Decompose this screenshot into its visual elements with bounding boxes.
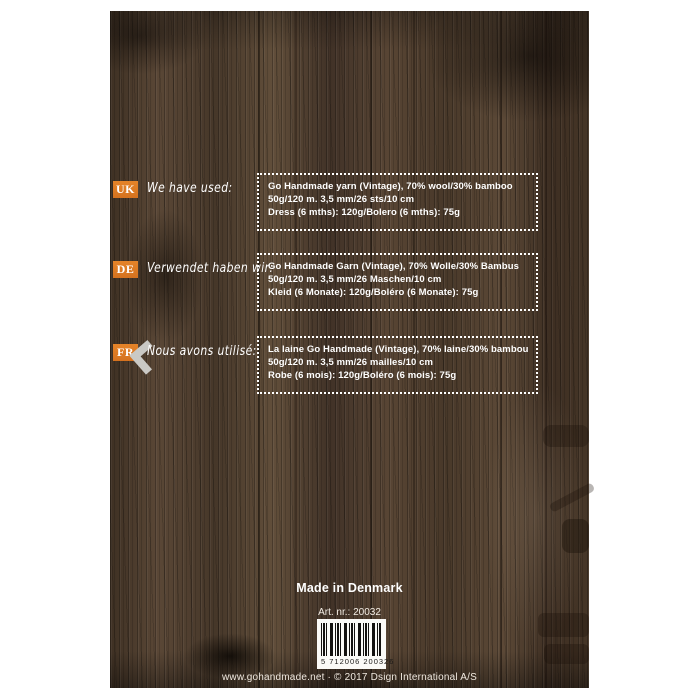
info-line: 50g/120 m. 3,5 mm/26 Maschen/10 cm	[268, 273, 442, 285]
watermark-shape	[544, 644, 589, 664]
section-uk	[110, 173, 589, 235]
barcode-digits: 5 712006 200326	[321, 657, 395, 666]
info-line: Dress (6 mths): 120g/Bolero (6 mths): 75g	[268, 206, 461, 218]
section-fr	[110, 336, 589, 398]
info-line: 50g/120 m. 3,5 mm/26 mailles/10 cm	[268, 356, 434, 368]
section-heading-uk: We have used:	[147, 180, 233, 196]
yarn-info-box-fr	[257, 336, 538, 394]
info-line: 50g/120 m. 3,5 mm/26 sts/10 cm	[268, 193, 415, 205]
info-line: Kleid (6 Monate): 120g/Boléro (6 Monate): 75g	[268, 286, 479, 298]
barcode-bars	[321, 623, 382, 656]
language-badge-uk: UK	[113, 181, 138, 198]
section-de	[110, 253, 589, 315]
yarn-info-box-de	[257, 253, 538, 311]
info-line: Go Handmade yarn (Vintage), 70% wool/30% bamboo	[268, 181, 513, 192]
watermark-shape	[543, 425, 589, 447]
barcode	[317, 619, 395, 669]
credits-line: www.gohandmade.net · © 2017 Dsign International A/S	[222, 672, 477, 683]
watermark-shape	[549, 482, 596, 512]
info-line: La laine Go Handmade (Vintage), 70% laine/30% bambou	[268, 344, 529, 355]
section-heading-de: Verwendet haben wir:	[147, 260, 274, 276]
yarn-info-box-uk	[257, 173, 538, 231]
language-badge-fr: FR	[113, 344, 138, 361]
watermark-shape	[562, 519, 589, 553]
section-heading-fr: Nous avons utilisé:	[147, 343, 257, 359]
info-line: Robe (6 mois): 120g/Boléro (6 mois): 75g	[268, 369, 457, 381]
made-in-denmark-label: Made in Denmark	[296, 581, 403, 595]
wood-back-cover	[110, 11, 589, 688]
article-number-label: Art. nr.: 20032	[318, 607, 381, 618]
info-line: Go Handmade Garn (Vintage), 70% Wolle/30% Bambus	[268, 261, 519, 272]
language-badge-de: DE	[113, 261, 138, 278]
